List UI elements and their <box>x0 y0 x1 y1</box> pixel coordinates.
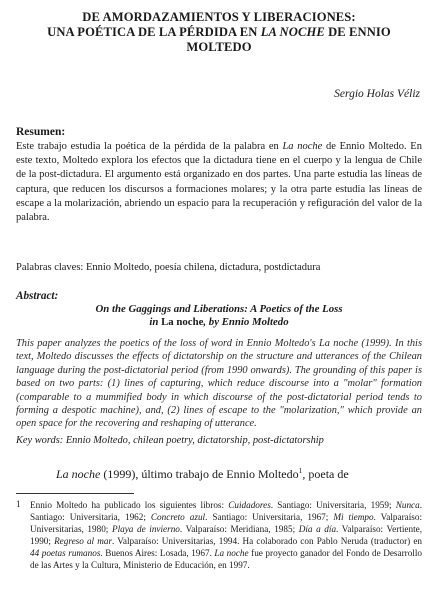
abstract-title-author: , by Ennio Moltedo <box>203 316 289 328</box>
resumen-work-title: La noche <box>282 141 323 152</box>
body-work-title: La noche <box>56 467 101 481</box>
abstract-title-in: in <box>149 316 162 328</box>
title-line-2-pre: UNA POÉTICA DE LA PÉRDIDA EN <box>47 25 261 39</box>
abstract-heading: Abstract: <box>16 290 59 302</box>
abstract-keywords: Key words: Ennio Moltedo, chilean poetry, dictatorship, post-dictatorship <box>16 435 324 446</box>
footnote-book-title: Concreto azul <box>150 511 206 522</box>
footnote-reference[interactable]: 1 <box>298 466 303 475</box>
title-line-2-post: DE ENNIO <box>324 25 391 39</box>
footnote-part: . Santiago: Universitaria, 1967; <box>205 511 334 522</box>
footnote-part: . Valparaíso: Vertiente, 1990; <box>30 523 422 546</box>
footnote-book-title: Mi tiempo <box>333 511 374 522</box>
title-line-2-italic: LA NOCHE <box>260 25 325 39</box>
footnote-book-title: Cuidadores <box>228 500 271 510</box>
resumen-text-start: Este trabajo estudia la poética de la pérdida de la palabra en <box>16 141 283 152</box>
abstract-title-line-1: On the Gaggings and Liberations: A Poetics of the Loss <box>95 303 343 315</box>
resumen-paragraph <box>16 140 422 225</box>
footnote-part: . Buenos Aires: Losada, 1967. <box>100 547 215 558</box>
footnote-part: . Valparaíso: Meridiana, 1985; <box>179 523 299 534</box>
footnote-book-title: Nunca <box>395 500 420 510</box>
title-line-3: MOLTEDO <box>186 40 252 54</box>
body-first-line <box>56 466 422 482</box>
footnote-part: . Santiago: Universitaria, 1962; <box>30 500 423 522</box>
abstract-title-line-2 <box>16 316 422 329</box>
body-text: (1999), último trabajo de Ennio Moltedo <box>100 467 299 481</box>
footnote-book-title: Día a día <box>298 523 337 534</box>
footnote-book-title: La noche <box>214 547 249 558</box>
footnote-part: . Valparaíso: Universitarias, 1994. Ha colaborado con Pablo Neruda (traductor) en <box>112 535 422 546</box>
footnote-divider <box>16 493 134 494</box>
footnote-text <box>30 500 422 571</box>
body-text-end: , poeta de <box>302 467 349 481</box>
title-line-2 <box>20 25 418 40</box>
footnote-part: fue proyecto ganador del Fondo de Desarrollo de las Artes y la Cultura, Ministerio de Educación, en 1997. <box>30 547 423 570</box>
footnote-book-title: Playa de invierno <box>111 523 180 534</box>
resumen-heading: Resumen: <box>16 126 66 138</box>
abstract-paragraph: This paper analyzes the poetics of the loss of word in Ennio Moltedo's La noche (1999). In this text, Moltedo discusses the effects of dictatorship on the structure and utterances of the Chilean language during the post-dictatorial period (from 1990 onwards). The grounding of this paper is based on two parts: (1) lines of capturing, which reduce discourse into a "molar" formation (comparable to a mummified body in which discourse of the post-dictatorial period tends to forming a despotic machine), and, (2) lines of escape to the "molarization," which provide an open space for the recovering and reshaping of utterance. <box>16 338 422 430</box>
title-line-1: DE AMORDAZAMIENTOS Y LIBERACIONES: <box>82 10 356 24</box>
footnote-part: . Valparaíso: Universitarias, 1980; <box>30 511 423 534</box>
footnote-book-title: 44 poetas rumanos <box>30 547 101 558</box>
footnote-part: . Santiago: Universitaria, 1959; <box>270 500 396 510</box>
resumen-text-rest: de Ennio Moltedo. En este texto, Moltedo explora los efectos que la dictadura tiene en el cuerpo y la lengua de Chile de la post-dictadura. El argumento está organizado en dos partes. Una parte estudia las líneas de captura, que reducen los discursos a formaciones molares; y la otra parte estudia las líneas de escape a la molarización, abriendo un espacio para la recuperación y refiguración del valor de la palabra. <box>16 141 422 224</box>
abstract-title-work: La noche <box>161 316 204 328</box>
footnote-part: Ennio Moltedo ha publicado los siguientes libros: <box>30 500 229 510</box>
footnote-number: 1 <box>16 499 21 509</box>
footnote <box>16 500 422 571</box>
author-name: Sergio Holas Véliz <box>334 88 420 100</box>
palabras-claves: Palabras claves: Ennio Moltedo, poesía chilena, dictadura, postdictadura <box>16 262 321 273</box>
footnote-book-title: Regreso al mar <box>54 535 113 546</box>
